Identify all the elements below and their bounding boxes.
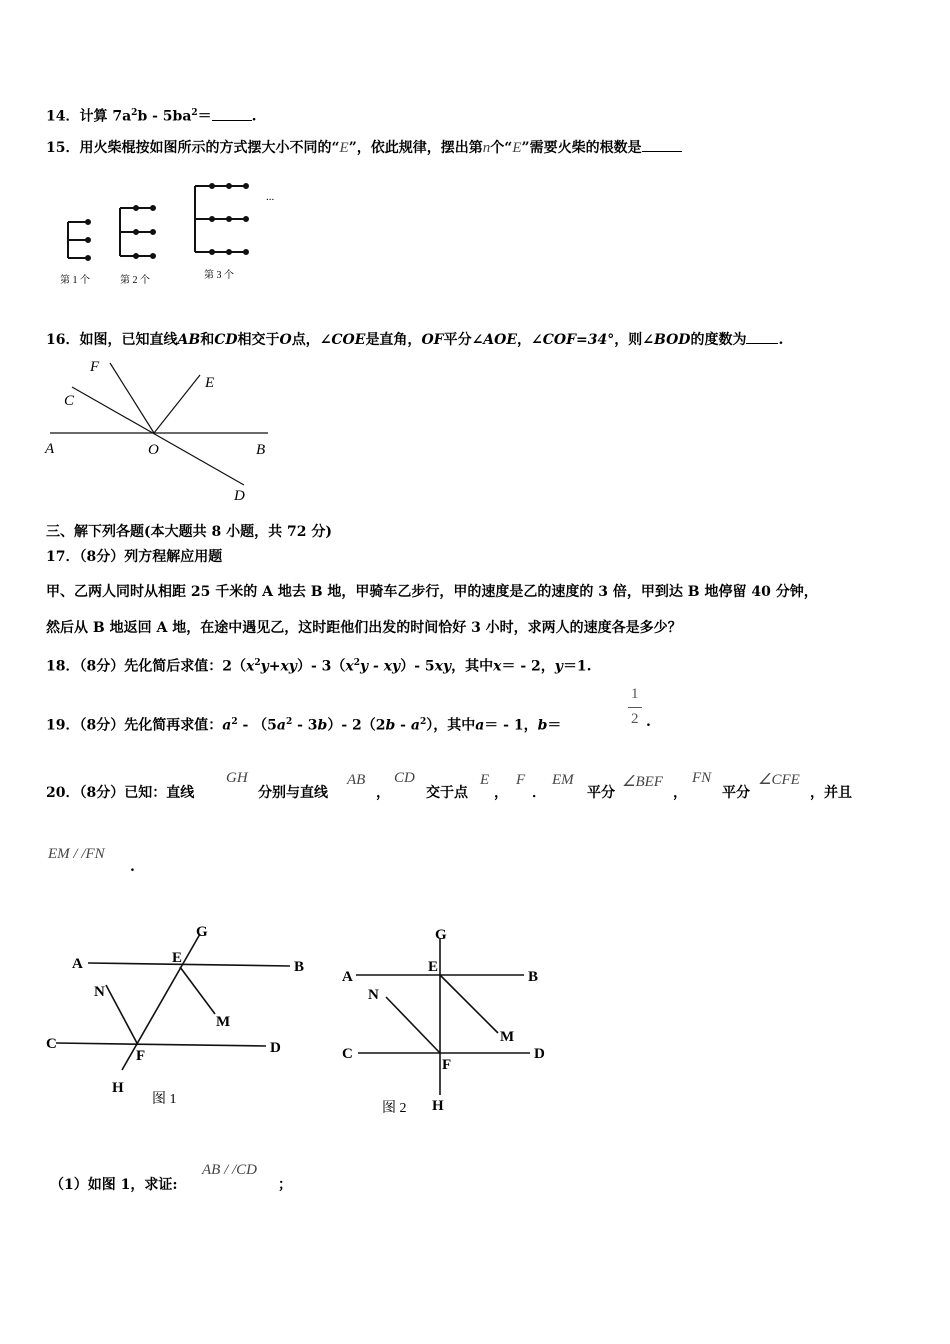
section-heading: 三、解下列各题(本大题共 8 小题，共 72 分) xyxy=(46,524,332,540)
question-20: 20．（8分）已知：直线 xyxy=(46,785,195,801)
angle-figure xyxy=(40,355,280,505)
svg-text:B: B xyxy=(256,442,266,458)
matchstick-e-figure xyxy=(40,170,300,295)
parallel-statement: EM / /FN xyxy=(48,846,105,862)
question-17-text-1: 甲、乙两人同时从相距 25 千米的 A 地去 B 地，甲骑车乙步行，甲的速度是乙的速度的 3 倍，甲到达 B 地停留 40 分钟， xyxy=(46,584,818,600)
figure-1 xyxy=(40,920,320,1110)
caption-1: 第 1 个 xyxy=(60,275,90,286)
figure-2-caption: 图 2 xyxy=(382,1101,407,1116)
svg-text:M: M xyxy=(216,1014,231,1030)
fraction-bar xyxy=(628,707,642,708)
svg-text:D: D xyxy=(270,1040,281,1056)
svg-text:M: M xyxy=(500,1029,515,1045)
answer-blank xyxy=(642,138,682,152)
fraction-numerator: 1 xyxy=(631,686,639,702)
svg-text:H: H xyxy=(112,1080,124,1096)
figure-2 xyxy=(338,925,568,1120)
caption-2: 第 2 个 xyxy=(120,275,150,286)
caption-3: 第 3 个 xyxy=(204,270,234,281)
figure-1-caption: 图 1 xyxy=(152,1092,177,1107)
svg-text:O: O xyxy=(148,442,159,458)
question-20-part-1: （1）如图 1，求证: xyxy=(50,1177,178,1193)
svg-text:C: C xyxy=(64,393,75,409)
question-16: 16．如图，已知直线AB和CD相交于O点，∠COE是直角，OF平分∠AOE，∠COF=34°，则∠BOD的度数为 . xyxy=(46,332,784,348)
question-17-text-2: 然后从 B 地返回 A 地，在途中遇见乙，这时距他们出发的时间恰好 3 小时，求两人的速度各是多少？ xyxy=(46,620,682,636)
question-17: 17．（8分）列方程解应用题 xyxy=(46,549,223,565)
q20-part1-parallel: AB / /CD xyxy=(202,1162,257,1178)
svg-text:A: A xyxy=(45,441,55,457)
q20-GH: GH xyxy=(226,770,248,786)
question-14: 14．计算 $7a^2b - 5ba^2=$ . xyxy=(46,108,257,125)
svg-text:E: E xyxy=(172,950,183,966)
question-15: 15．用火柴棍按如图所示的方式摆大小不同的“E”，依此规律，摆出第n个“E”需要火柴的根数是 xyxy=(46,138,682,157)
ellipsis: ... xyxy=(266,191,275,203)
svg-text:A: A xyxy=(342,969,353,985)
question-19-end: . xyxy=(646,714,651,730)
svg-text:G: G xyxy=(435,927,447,943)
answer-blank xyxy=(212,107,252,121)
svg-text:D: D xyxy=(234,488,245,504)
svg-text:D: D xyxy=(534,1046,545,1062)
svg-text:F: F xyxy=(442,1057,452,1073)
svg-text:H: H xyxy=(432,1098,444,1114)
question-18: 18．（8分）先化简后求值：$2(x^2y+xy)-$ $3(x^2y - xy)-$ 5xy，其中x＝ - 2，y＝1. xyxy=(46,658,592,675)
svg-text:N: N xyxy=(368,987,379,1003)
svg-text:F: F xyxy=(136,1048,146,1064)
svg-text:B: B xyxy=(294,959,305,975)
question-19: 19．（8分）先化简再求值：$a^2 - (5a^2 - 3b)-$ $2(2b - a^2)$，其中a＝ - 1，b＝ xyxy=(46,717,562,734)
svg-text:N: N xyxy=(94,984,105,1000)
svg-text:E: E xyxy=(428,959,439,975)
svg-text:F: F xyxy=(90,359,100,375)
svg-text:C: C xyxy=(342,1046,353,1062)
svg-text:A: A xyxy=(72,956,83,972)
svg-text:C: C xyxy=(46,1036,57,1052)
svg-text:E: E xyxy=(205,375,215,391)
svg-text:B: B xyxy=(528,969,539,985)
svg-text:G: G xyxy=(196,924,208,940)
answer-blank xyxy=(746,330,778,344)
fraction-denominator: 2 xyxy=(631,711,639,727)
